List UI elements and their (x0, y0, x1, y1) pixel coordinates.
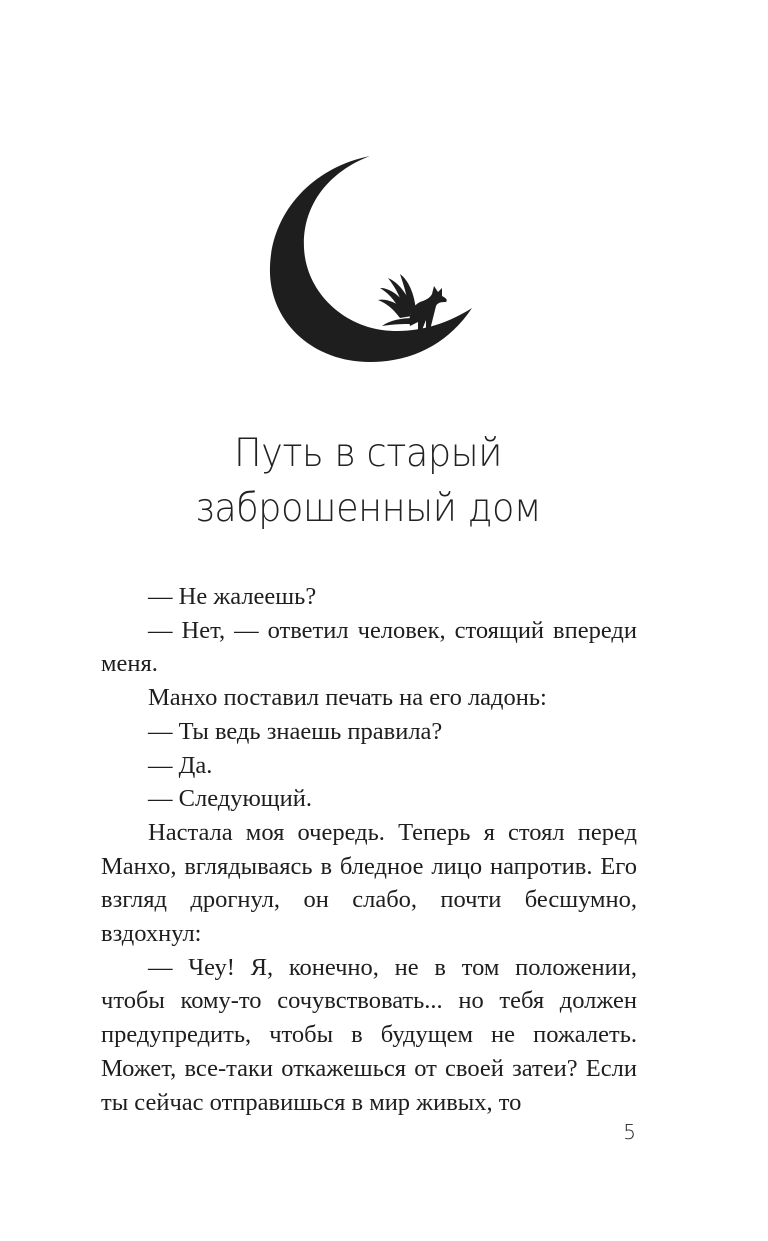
page-number: 5 (623, 1120, 636, 1144)
chapter-title-line-1: Путь в старый (234, 431, 502, 476)
paragraph: Манхо поставил печать на его ладонь: (148, 684, 547, 712)
paragraph: — Чеу! Я, конечно, не в том положении, чтобы кому-то сочувствовать... но тебя должен предупредить, чтобы в будущем не пожалеть. Может, все-таки откажешься от своей затеи? Если ты сейчас отправишься в мир живых, то (101, 953, 637, 1116)
chapter-title (116, 426, 620, 536)
crescent-moon-fox-icon (262, 148, 484, 370)
paragraph: — Да. (148, 751, 213, 779)
chapter-title-line-2: заброшенный дом (194, 486, 542, 531)
fox-silhouette-icon (378, 274, 447, 330)
paragraph: — Ты ведь знаешь правила? (148, 717, 443, 745)
paragraph: — Не жалеешь? (148, 583, 317, 610)
paragraph: Настала моя очередь. Теперь я стоял перед Манхо, вглядываясь в бледное лицо напротив. Его взгляд дрогнул, он слабо, почти бесшумно, вздохнул: (101, 818, 637, 948)
paragraph: — Нет, — ответил человек, стоящий впереди меня. (101, 616, 637, 678)
crescent-moon-shape (270, 156, 472, 362)
chapter-body-text (101, 580, 637, 1119)
paragraph: — Следующий. (148, 785, 312, 813)
